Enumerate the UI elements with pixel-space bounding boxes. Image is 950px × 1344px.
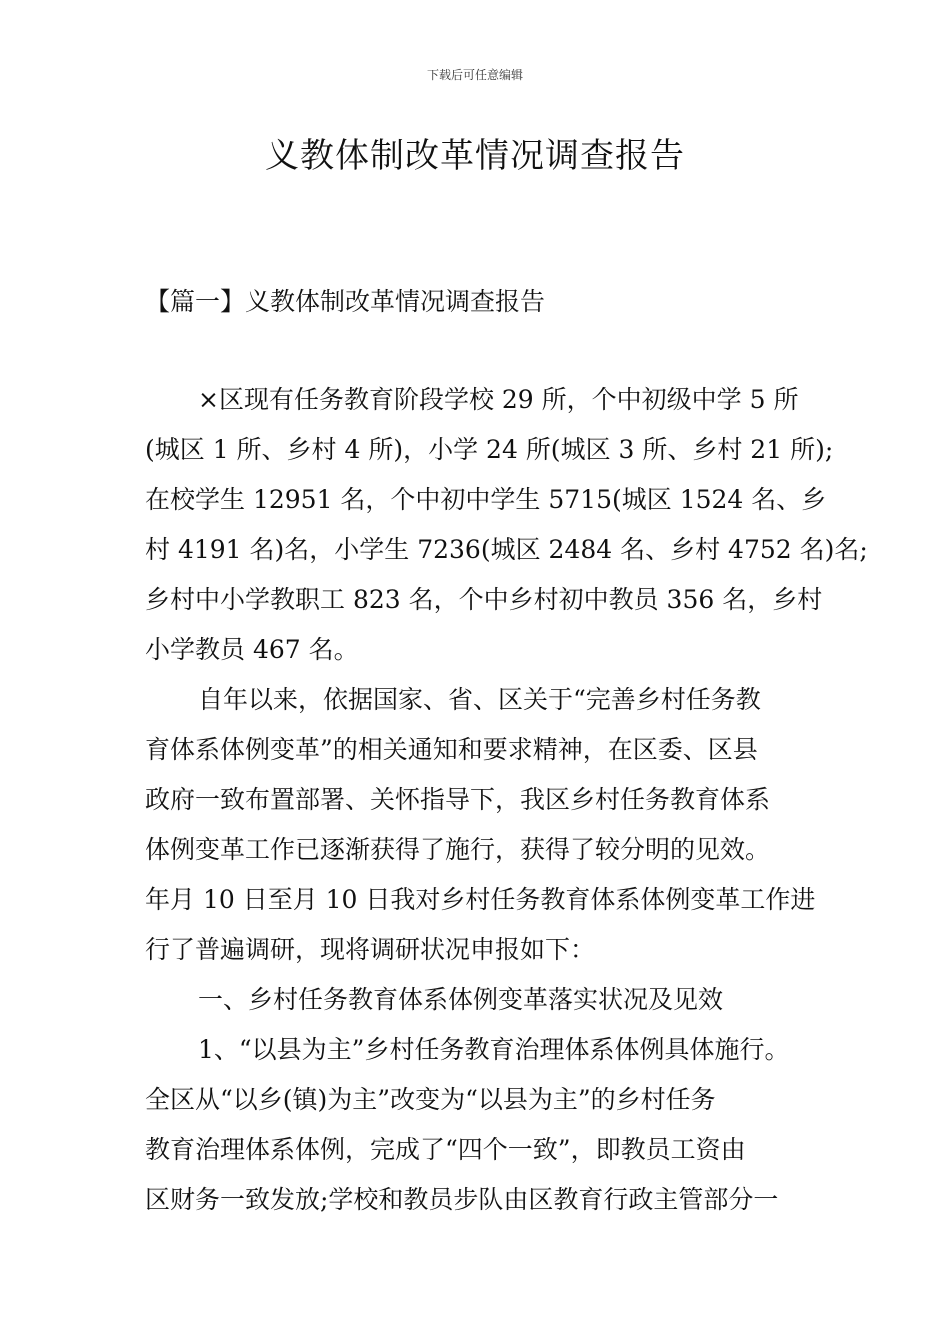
body-line: 体例变革工作已逐渐获得了施行，获得了较分明的见效。	[145, 835, 771, 864]
body-line: ×区现有任务教育阶段学校 29 所，个中初级中学 5 所	[198, 385, 799, 414]
document-title: 义教体制改革情况调查报告	[265, 136, 685, 176]
body-line: 乡村中小学教职工 823 名，个中乡村初中教员 356 名，乡村	[145, 585, 823, 614]
body-line: 教育治理体系体例，完成了“四个一致”，即教员工资由	[145, 1135, 746, 1164]
body-line: 育体系体例变革”的相关通知和要求精神，在区委、区县	[145, 735, 758, 764]
body-line: 村 4191 名)名，小学生 7236(城区 2484 名、乡村 4752 名)名;	[145, 535, 868, 564]
body-line: 在校学生 12951 名，个中初中学生 5715(城区 1524 名、乡	[145, 485, 827, 514]
body-line: 全区从“以乡(镇)为主”改变为“以县为主”的乡村任务	[145, 1085, 716, 1114]
body-line: 行了普遍调研，现将调研状况申报如下：	[145, 935, 596, 964]
body-line: 小学教员 467 名。	[145, 635, 359, 664]
body-line: 年月 10 日至月 10 日我对乡村任务教育体系体例变革工作进	[145, 885, 816, 914]
body-line: 一、乡村任务教育体系体例变革落实状况及见效	[198, 985, 724, 1014]
page-header-note: 下载后可任意编辑	[426, 68, 523, 82]
body-line: 区财务一致发放;学校和教员步队由区教育行政主管部分一	[145, 1185, 779, 1214]
body-line: (城区 1 所、乡村 4 所)，小学 24 所(城区 3 所、乡村 21 所);	[145, 435, 834, 464]
body-line: 政府一致布置部署、关怀指导下，我区乡村任务教育体系	[145, 785, 771, 814]
body-line: 自年以来，依据国家、省、区关于“完善乡村任务教	[198, 685, 761, 714]
body-line: 1、“以县为主”乡村任务教育治理体系体例具体施行。	[198, 1035, 790, 1064]
section-heading: 【篇一】义教体制改革情况调查报告	[145, 287, 546, 316]
